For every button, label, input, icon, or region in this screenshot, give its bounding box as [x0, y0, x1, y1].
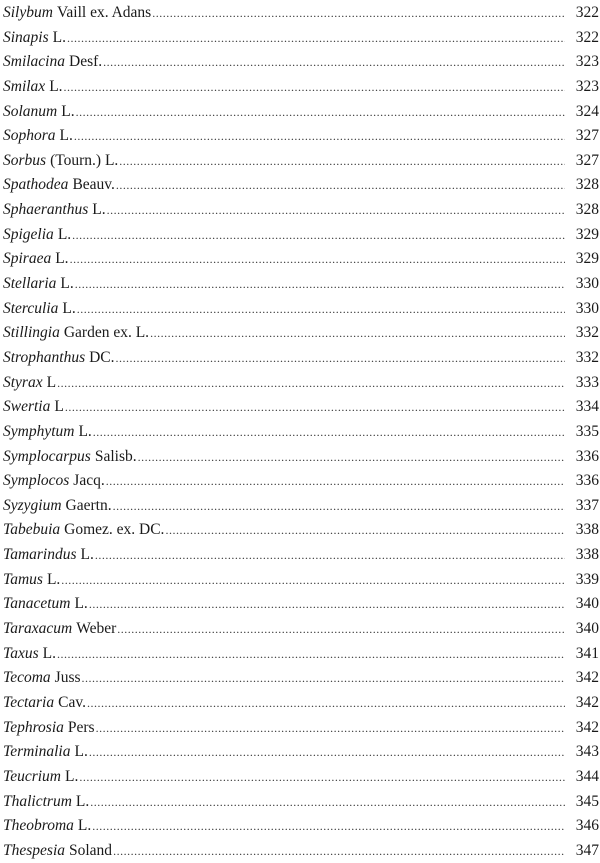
author-abbreviation: L. [46, 570, 61, 588]
dot-leader [138, 445, 565, 470]
dot-leader [65, 395, 565, 420]
genus-name: Solanum [3, 102, 58, 120]
index-entry [3, 716, 599, 741]
genus-name: Stellaria [3, 275, 57, 293]
author-abbreviation: Garden ex. L. [63, 324, 150, 342]
dot-leader [107, 198, 565, 223]
dot-leader [70, 247, 565, 272]
page-number: 329 [575, 225, 599, 243]
genus-name: Terminalia [3, 743, 71, 761]
page-number: 324 [575, 102, 599, 120]
page-number: 346 [575, 817, 599, 835]
genus-name: Styrax [3, 373, 43, 391]
author-abbreviation: Vaill ex. Adans [56, 4, 152, 21]
dot-leader [119, 149, 565, 174]
index-entry [3, 617, 599, 642]
genus-name: Tecoma [3, 669, 51, 687]
page-number: 341 [575, 644, 599, 662]
dot-leader [76, 100, 565, 125]
index-entry [3, 1, 599, 26]
dot-leader [113, 494, 565, 519]
index-entry [3, 272, 599, 297]
genus-name: Spigelia [3, 225, 54, 243]
genus-name: Stillingia [3, 324, 60, 342]
genus-name: Sophora [3, 127, 56, 145]
page-number: 343 [575, 743, 599, 761]
page-number: 332 [575, 348, 599, 366]
dot-leader [95, 543, 565, 568]
author-abbreviation: Jacq. [73, 472, 105, 490]
author-abbreviation: L. [60, 275, 74, 293]
index-entry [3, 814, 599, 839]
page-number: 347 [575, 841, 599, 859]
dot-leader [77, 297, 565, 322]
index-entry [3, 543, 599, 568]
page-number: 342 [575, 693, 599, 711]
genus-name: Tephrosia [3, 718, 64, 736]
index-entry [3, 420, 599, 445]
dot-leader [113, 839, 565, 863]
page-number: 330 [575, 275, 599, 293]
index-entry [3, 321, 599, 346]
dot-leader [89, 592, 565, 617]
author-abbreviation: L. [74, 595, 88, 613]
dot-leader [93, 420, 565, 445]
dot-leader [74, 124, 565, 149]
genus-name: Smilax [3, 77, 46, 95]
dot-leader [116, 173, 565, 198]
author-abbreviation: Cav. [58, 693, 86, 711]
genus-name: Taxus [3, 644, 39, 662]
author-abbreviation: L. [65, 767, 79, 785]
genus-name: Theobroma [3, 817, 74, 835]
dot-leader [89, 740, 565, 765]
page-number: 335 [575, 422, 599, 440]
dot-leader [117, 617, 565, 642]
index-entry [3, 839, 599, 863]
index-entry [3, 642, 599, 667]
author-abbreviation: Salisb. [94, 447, 137, 465]
page-number: 323 [575, 77, 599, 95]
page-number: 345 [575, 792, 599, 810]
genus-name: Swertia [3, 398, 51, 416]
page-number: 334 [575, 398, 599, 416]
genus-name: Taraxacum [3, 620, 73, 638]
genus-name: Sinapis [3, 28, 49, 46]
page-number: 328 [575, 176, 599, 194]
author-abbreviation: Soland [69, 841, 113, 859]
index-entry [3, 75, 599, 100]
page-number: 336 [575, 447, 599, 465]
author-abbreviation: Gomez. ex. DC. [64, 521, 165, 539]
index-entry [3, 518, 599, 543]
author-abbreviation: L. [74, 743, 88, 761]
page-number: 339 [575, 570, 599, 588]
dot-leader [92, 814, 565, 839]
genus-name: Tectaria [3, 693, 55, 711]
index-entry [3, 765, 599, 790]
author-abbreviation: Desf. [69, 53, 103, 71]
page-number: 340 [575, 595, 599, 613]
genus-name: Tamarindus [3, 546, 77, 564]
dot-leader [96, 716, 565, 741]
index-entry [3, 247, 599, 272]
page-number: 322 [575, 4, 599, 21]
genus-name: Symphytum [3, 422, 75, 440]
author-abbreviation: L. [62, 299, 76, 317]
author-abbreviation: Weber [76, 620, 117, 638]
index-entry [3, 149, 599, 174]
index-entry [3, 198, 599, 223]
page-number: 327 [575, 127, 599, 145]
dot-leader [61, 568, 565, 593]
author-abbreviation: L. [49, 77, 63, 95]
genus-name: Symplocos [3, 472, 70, 490]
page-number: 342 [575, 669, 599, 687]
dot-leader [64, 75, 565, 100]
index-entry [3, 790, 599, 815]
genus-name: Syzygium [3, 496, 62, 514]
dot-leader [67, 26, 565, 51]
index-entry [3, 124, 599, 149]
page-number: 330 [575, 299, 599, 317]
dot-leader [150, 321, 565, 346]
genus-name: Thalictrum [3, 792, 72, 810]
genus-name: Strophanthus [3, 348, 86, 366]
page-number: 329 [575, 250, 599, 268]
author-abbreviation: L. [92, 201, 106, 219]
dot-leader [82, 666, 565, 691]
author-abbreviation: L. [61, 102, 75, 120]
page-number: 344 [575, 767, 599, 785]
index-entry [3, 740, 599, 765]
index-entry [3, 592, 599, 617]
author-abbreviation: L [54, 398, 64, 416]
genus-name: Smilacina [3, 53, 65, 71]
index-entry [3, 371, 599, 396]
page-number: 333 [575, 373, 599, 391]
dot-leader [75, 272, 565, 297]
genus-name: Sterculia [3, 299, 59, 317]
author-abbreviation: L. [55, 250, 69, 268]
genus-index-list [3, 1, 599, 863]
index-entry [3, 395, 599, 420]
page-number: 336 [575, 472, 599, 490]
genus-name: Sorbus [3, 151, 47, 169]
index-entry [3, 26, 599, 51]
index-entry [3, 223, 599, 248]
page-number: 340 [575, 620, 599, 638]
author-abbreviation: L. [59, 127, 73, 145]
page-number: 327 [575, 151, 599, 169]
index-entry [3, 346, 599, 371]
page-number: 323 [575, 53, 599, 71]
page-number: 338 [575, 521, 599, 539]
author-abbreviation: L. [80, 546, 94, 564]
genus-name: Tanacetum [3, 595, 71, 613]
author-abbreviation: (Tourn.) L. [50, 151, 119, 169]
author-abbreviation: L. [42, 644, 56, 662]
dot-leader [103, 50, 565, 75]
genus-name: Teucrium [3, 767, 61, 785]
genus-name: Tamus [3, 570, 43, 588]
author-abbreviation: DC. [89, 348, 115, 366]
index-entry [3, 666, 599, 691]
dot-leader [152, 1, 565, 26]
dot-leader [165, 518, 565, 543]
author-abbreviation: Gaertn. [65, 496, 112, 514]
page-number: 342 [575, 718, 599, 736]
genus-name: Thespesia [3, 841, 65, 859]
dot-leader [72, 223, 565, 248]
page-number: 337 [575, 496, 599, 514]
genus-name: Spathodea [3, 176, 69, 194]
author-abbreviation: L. [78, 422, 92, 440]
author-abbreviation: L. [57, 225, 72, 243]
index-entry [3, 173, 599, 198]
genus-name: Silybum [3, 4, 53, 21]
author-abbreviation: L. [77, 817, 92, 835]
author-abbreviation: L [46, 373, 57, 391]
genus-name: Sphaeranthus [3, 201, 89, 219]
dot-leader [87, 691, 565, 716]
index-entry [3, 568, 599, 593]
index-entry [3, 494, 599, 519]
genus-name: Tabebuia [3, 521, 61, 539]
author-abbreviation: Pers [67, 718, 95, 736]
author-abbreviation: L. [52, 28, 66, 46]
dot-leader [57, 642, 565, 667]
dot-leader [106, 469, 565, 494]
dot-leader [90, 790, 565, 815]
author-abbreviation: Juss [54, 669, 81, 687]
author-abbreviation: Beauv. [72, 176, 115, 194]
author-abbreviation: L. [75, 792, 90, 810]
genus-name: Symplocarpus [3, 447, 91, 465]
dot-leader [79, 765, 565, 790]
dot-leader [116, 346, 565, 371]
index-entry [3, 691, 599, 716]
index-entry [3, 100, 599, 125]
page-number: 338 [575, 546, 599, 564]
index-entry [3, 297, 599, 322]
page-number: 322 [575, 28, 599, 46]
genus-name: Spiraea [3, 250, 52, 268]
page-number: 332 [575, 324, 599, 342]
index-entry [3, 445, 599, 470]
index-entry [3, 50, 599, 75]
page-number: 328 [575, 201, 599, 219]
dot-leader [57, 371, 565, 396]
index-entry [3, 469, 599, 494]
